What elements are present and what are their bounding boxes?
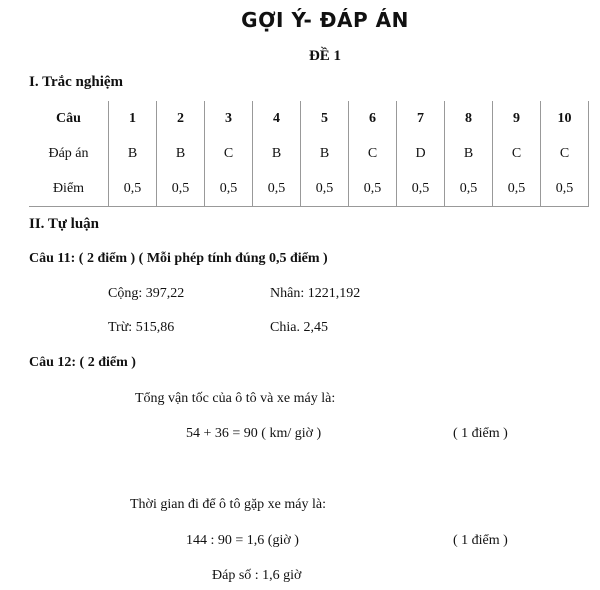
q12-calc2: 144 : 90 = 1,6 (giờ )	[186, 533, 299, 548]
q12-heading: Câu 12: ( 2 điểm )	[29, 355, 136, 370]
table-cell: 0,5	[493, 171, 541, 207]
q11-heading: Câu 11: ( 2 điểm ) ( Mỗi phép tính đúng 0,5 điểm )	[29, 251, 328, 266]
table-cell: C	[541, 136, 589, 171]
q12-answer: Đáp số : 1,6 giờ	[212, 568, 302, 583]
table-cell: C	[493, 136, 541, 171]
row-label: Câu	[29, 101, 109, 136]
q12-calc1: 54 + 36 = 90 ( km/ giờ )	[186, 426, 322, 441]
table-cell: 0,5	[157, 171, 205, 207]
row-label: Đáp án	[29, 136, 109, 171]
table-cell: C	[205, 136, 253, 171]
q12-points1: ( 1 điểm )	[453, 426, 508, 441]
table-row-answers	[29, 136, 589, 171]
part2-heading: II. Tự luận	[29, 216, 100, 232]
q11-div: Chia. 2,45	[270, 320, 328, 335]
table-cell: 2	[157, 101, 205, 136]
table-cell: 0,5	[541, 171, 589, 207]
table-cell: B	[109, 136, 157, 171]
table-cell: 0,5	[301, 171, 349, 207]
table-row-points	[29, 171, 589, 207]
table-cell: D	[397, 136, 445, 171]
table-cell: 6	[349, 101, 397, 136]
table-cell: 8	[445, 101, 493, 136]
table-cell: 5	[301, 101, 349, 136]
table-cell: 3	[205, 101, 253, 136]
page-title: GỢI Ý- ĐÁP ÁN	[241, 8, 409, 32]
table-cell: 0,5	[253, 171, 301, 207]
q12-line2: Thời gian đi để ô tô gặp xe máy là:	[130, 497, 326, 512]
table-cell: B	[445, 136, 493, 171]
table-cell: 0,5	[109, 171, 157, 207]
answer-table	[29, 101, 589, 207]
table-cell: 7	[397, 101, 445, 136]
table-cell: 0,5	[445, 171, 493, 207]
part1-heading: I. Trắc nghiệm	[29, 74, 124, 90]
q11-mul: Nhân: 1221,192	[270, 286, 361, 301]
table-row-header	[29, 101, 589, 136]
table-cell: 0,5	[205, 171, 253, 207]
table-cell: C	[349, 136, 397, 171]
table-cell: 4	[253, 101, 301, 136]
q11-sub: Trừ: 515,86	[108, 320, 175, 335]
exam-number: ĐỀ 1	[308, 48, 342, 64]
table-cell: 9	[493, 101, 541, 136]
table-cell: 10	[541, 101, 589, 136]
table-cell: B	[253, 136, 301, 171]
table-cell: B	[157, 136, 205, 171]
row-label: Điểm	[29, 171, 109, 207]
q12-line1: Tổng vận tốc của ô tô và xe máy là:	[135, 391, 336, 406]
q11-add: Cộng: 397,22	[108, 286, 185, 301]
table-cell: 0,5	[397, 171, 445, 207]
table-cell: 1	[109, 101, 157, 136]
table-cell: B	[301, 136, 349, 171]
table-cell: 0,5	[349, 171, 397, 207]
q12-points2: ( 1 điểm )	[453, 533, 508, 548]
